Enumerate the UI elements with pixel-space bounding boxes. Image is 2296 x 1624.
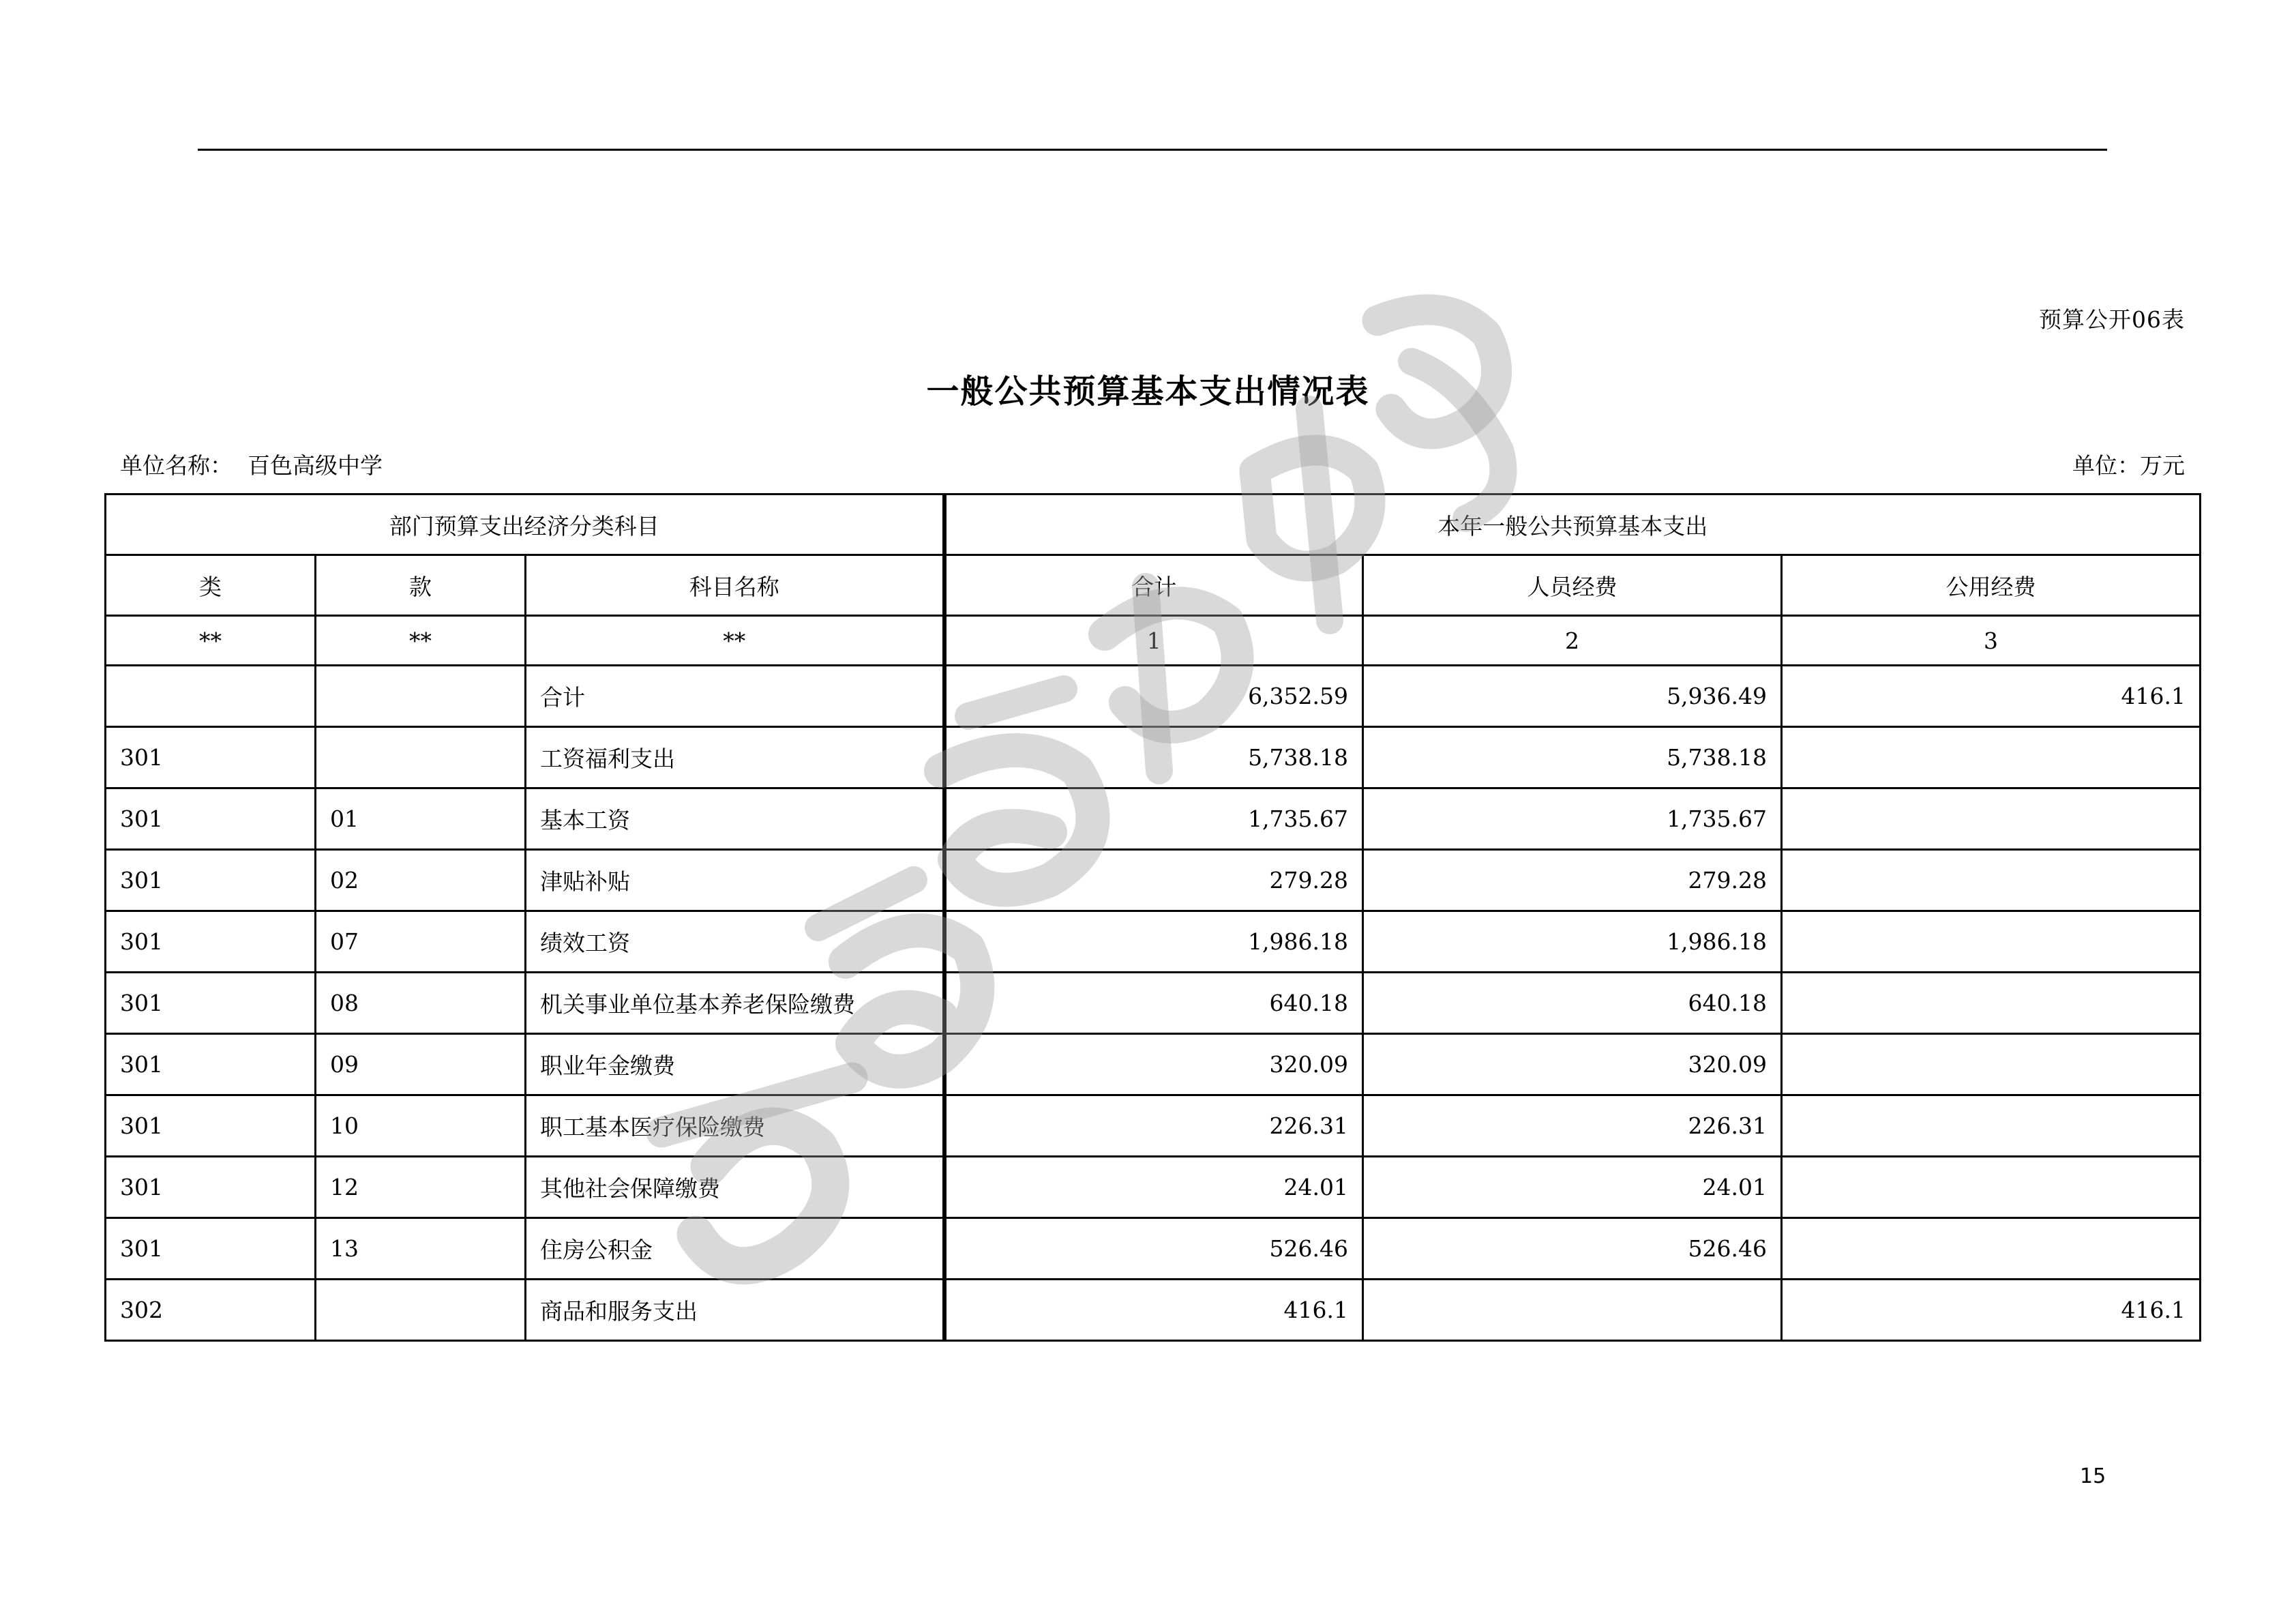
personnel-cell: 640.18 [1363,973,1782,1034]
index-row [106,616,2201,666]
index-cell: ** [526,616,944,666]
index-cell: ** [316,616,526,666]
public-expense-cell: 416.1 [1782,1280,2201,1341]
subject-name-cell: 职工基本医疗保险缴费 [526,1095,944,1157]
table-row [106,911,2201,973]
unit-line [120,448,2185,479]
category-code-cell: 301 [106,727,316,788]
table-row [106,1157,2201,1218]
table-row [106,973,2201,1034]
table-row [106,1218,2201,1280]
table-row [106,727,2201,788]
column-header-row [106,555,2201,616]
item-code-cell: 07 [316,911,526,973]
index-cell: ** [106,616,316,666]
category-code-cell: 301 [106,1218,316,1280]
column-header-lei: 类 [106,555,316,616]
total-cell: 24.01 [944,1157,1363,1218]
subject-name-cell: 基本工资 [526,788,944,850]
subject-name-cell: 职业年金缴费 [526,1034,944,1095]
table-row [106,666,2201,727]
category-code-cell: 301 [106,1095,316,1157]
unit-name-group [120,448,398,480]
public-expense-cell [1782,973,2201,1034]
subject-name-cell: 合计 [526,666,944,727]
category-code-cell: 301 [106,911,316,973]
index-cell: 1 [944,616,1363,666]
item-code-cell: 09 [316,1034,526,1095]
personnel-cell: 226.31 [1363,1095,1782,1157]
category-code-cell: 301 [106,973,316,1034]
category-code-cell: 302 [106,1280,316,1341]
subject-name-cell: 津贴补贴 [526,850,944,911]
total-cell: 1,735.67 [944,788,1363,850]
index-cell: 2 [1363,616,1782,666]
total-cell: 640.18 [944,973,1363,1034]
category-code-cell: 301 [106,1034,316,1095]
table-row [106,850,2201,911]
index-cell: 3 [1782,616,2201,666]
public-expense-cell [1782,911,2201,973]
total-cell: 279.28 [944,850,1363,911]
category-code-cell: 301 [106,1157,316,1218]
group-header-expenditure: 本年一般公共预算基本支出 [944,494,2201,555]
column-header-name: 科目名称 [526,555,944,616]
personnel-cell: 1,986.18 [1363,911,1782,973]
page-title: 一般公共预算基本支出情况表 [926,372,1370,411]
total-cell: 5,738.18 [944,727,1363,788]
total-cell: 526.46 [944,1218,1363,1280]
unit-name-label: 单位名称： [120,452,233,479]
total-cell: 320.09 [944,1034,1363,1095]
item-code-cell [316,1280,526,1341]
column-header-kuan: 款 [316,555,526,616]
item-code-cell: 02 [316,850,526,911]
table-row [106,1280,2201,1341]
public-expense-cell [1782,1095,2201,1157]
form-label: 预算公开06表 [2039,306,2185,333]
public-expense-cell [1782,1218,2201,1280]
subject-name-cell: 其他社会保障缴费 [526,1157,944,1218]
category-code-cell: 301 [106,850,316,911]
personnel-cell [1363,1280,1782,1341]
personnel-cell: 5,738.18 [1363,727,1782,788]
public-expense-cell [1782,1157,2201,1218]
currency-unit: 单位：万元 [2072,452,2185,479]
item-code-cell: 08 [316,973,526,1034]
personnel-cell: 5,936.49 [1363,666,1782,727]
public-expense-cell [1782,727,2201,788]
column-header-personnel: 人员经费 [1363,555,1782,616]
category-code-cell: 301 [106,788,316,850]
personnel-cell: 279.28 [1363,850,1782,911]
public-expense-cell [1782,850,2201,911]
subject-name-cell: 机关事业单位基本养老保险缴费 [526,973,944,1034]
item-code-cell: 01 [316,788,526,850]
personnel-cell: 320.09 [1363,1034,1782,1095]
public-expense-cell [1782,788,2201,850]
personnel-cell: 526.46 [1363,1218,1782,1280]
header-rule [198,149,2107,151]
total-cell: 226.31 [944,1095,1363,1157]
group-header-row [106,494,2201,555]
table-row [106,1095,2201,1157]
column-header-public: 公用经费 [1782,555,2201,616]
budget-table [104,493,2201,1342]
total-cell: 416.1 [944,1280,1363,1341]
group-header-classification: 部门预算支出经济分类科目 [106,494,944,555]
total-cell: 6,352.59 [944,666,1363,727]
unit-name: 百色高级中学 [248,452,383,479]
item-code-cell: 10 [316,1095,526,1157]
column-header-total: 合计 [944,555,1363,616]
subject-name-cell: 商品和服务支出 [526,1280,944,1341]
page-number: 15 [2080,1464,2106,1488]
personnel-cell: 24.01 [1363,1157,1782,1218]
subject-name-cell: 绩效工资 [526,911,944,973]
subject-name-cell: 住房公积金 [526,1218,944,1280]
item-code-cell: 13 [316,1218,526,1280]
public-expense-cell [1782,1034,2201,1095]
item-code-cell: 12 [316,1157,526,1218]
subject-name-cell: 工资福利支出 [526,727,944,788]
total-cell: 1,986.18 [944,911,1363,973]
category-code-cell [106,666,316,727]
item-code-cell [316,727,526,788]
personnel-cell: 1,735.67 [1363,788,1782,850]
table-row [106,1034,2201,1095]
item-code-cell [316,666,526,727]
table-row [106,788,2201,850]
public-expense-cell: 416.1 [1782,666,2201,727]
